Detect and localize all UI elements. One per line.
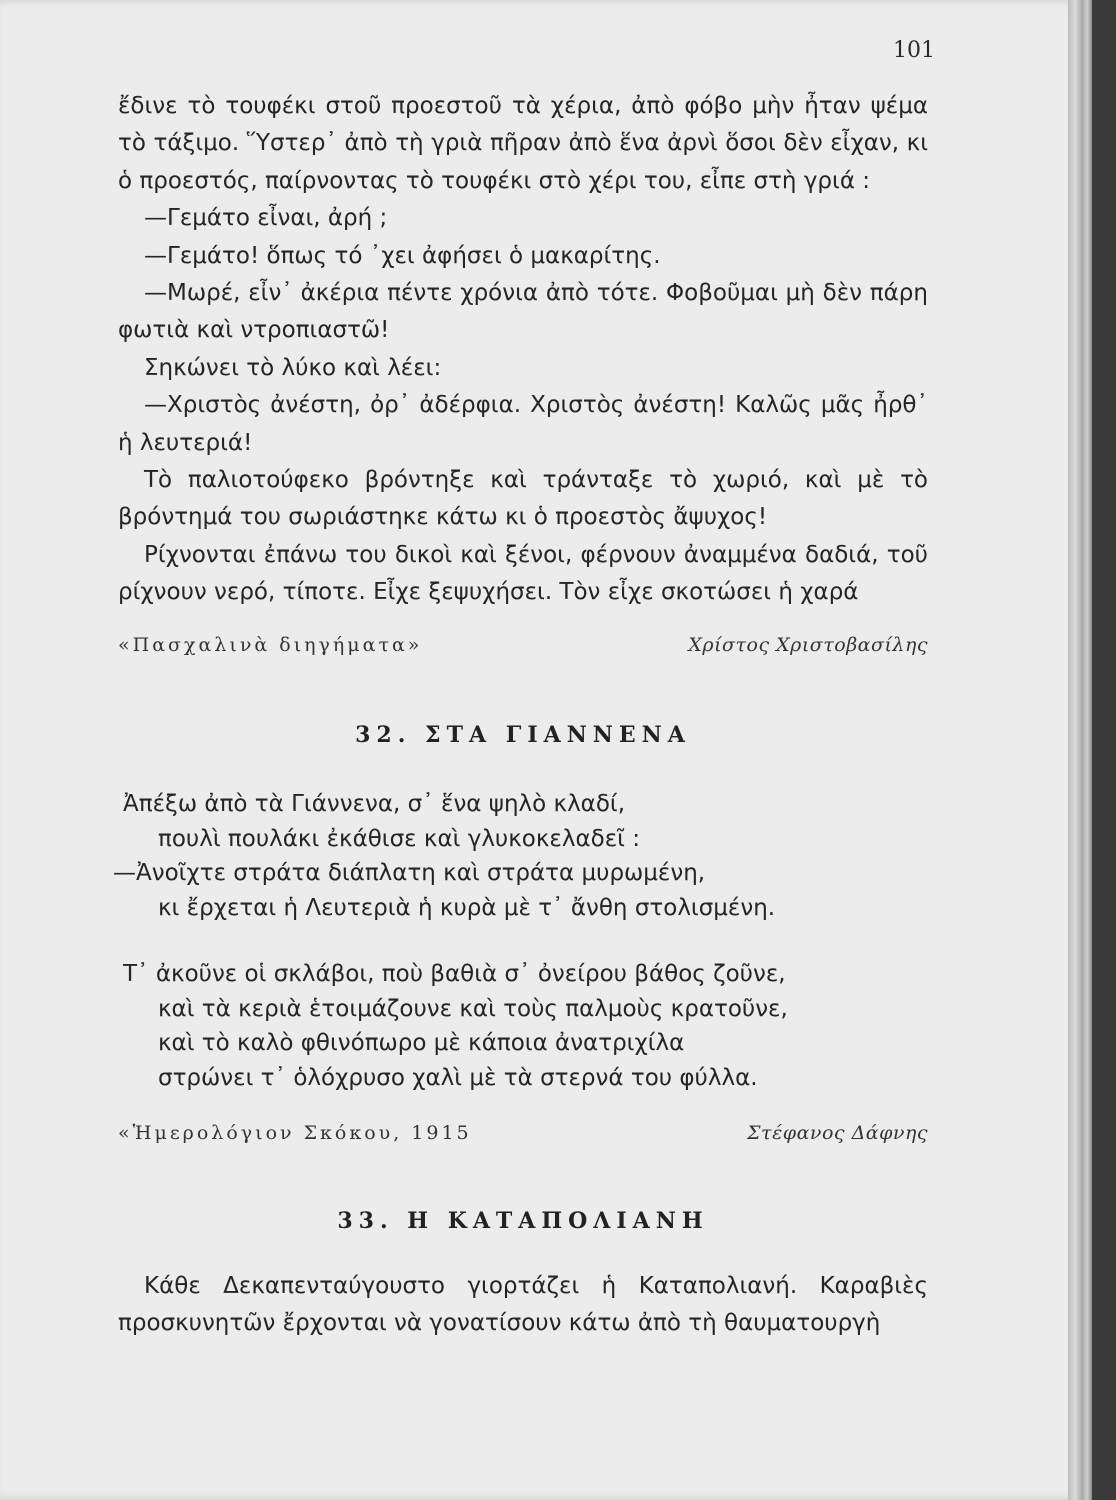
source-title: «Ἡμερολόγιον Σκόκου, 1915 — [118, 1122, 472, 1144]
poem-line: κι ἔρχεται ἡ Λευτεριὰ ἡ κυρὰ μὲ τ᾽ ἄνθη στολισμένη. — [158, 894, 776, 921]
section-33-text — [118, 1268, 928, 1343]
paragraph: Σηκώνει τὸ λύκο καὶ λέει: — [144, 354, 442, 381]
paragraph: Ρίχνονται ἐπάνω του δικοὶ καὶ ξένοι, φέρνουν ἀναμμένα δαδιά, τοῦ ρίχνουν νερό, τίποτε. Εἶχε ξεψυχήσει. Τὸν εἶχε σκοτώσει ἡ χαρά — [118, 541, 928, 606]
poem-stanza-2 — [123, 957, 918, 1095]
section-heading-32: 32. ΣΤΑ ΓΙΑΝΝΕΝΑ — [355, 722, 691, 748]
poem-line: —Ἀνοῖχτε στράτα διάπλατη καὶ στράτα μυρωμένη, — [113, 860, 706, 886]
author-name: Στέφανος Δάφνης — [747, 1122, 928, 1144]
poem-line: στρώνει τ᾽ ὁλόχρυσο χαλὶ μὲ τὰ στερνά του φύλλα. — [158, 1064, 758, 1091]
paragraph: Κάθε Δεκαπενταύγουστο γιορτάζει ἡ Καταπολιανή. Καραβιὲς προσκυνητῶν ἔρχονται νὰ γονατίσουν κάτω ἀπὸ τὴ θαυματουργὴ — [118, 1273, 928, 1337]
source-title: «Πασχαλινὰ διηγήματα» — [118, 634, 423, 656]
page-number: 101 — [893, 38, 935, 63]
paragraph: Τὸ παλιοτούφεκο βρόντηξε καὶ τράνταξε τὸ χωριό, καὶ μὲ τὸ βρόντημά του σωριάστηκε κάτω κι ὁ προεστὸς ἄψυχος! — [118, 467, 928, 531]
dialogue-line: —Μωρέ, εἶν᾽ ἀκέρια πέντε χρόνια ἀπὸ τότε. Φοβοῦμαι μὴ δὲν πάρη φωτιὰ καὶ ντροπιαστῶ! — [118, 280, 928, 344]
dialogue-line: —Χριστὸς ἀνέστη, ὀρ᾽ ἀδέρφια. Χριστὸς ἀνέστη! Καλῶς μᾶς ἦρθ᾽ ἡ λευτεριά! — [118, 392, 928, 456]
story-top-text — [118, 88, 928, 612]
page-edge-stack — [1068, 0, 1092, 1500]
author-name: Χρίστος Χριστοβασίλης — [688, 634, 928, 656]
dialogue-line: —Γεμάτο! ὅπως τό ᾽χει ἀφήσει ὁ μακαρίτης. — [144, 242, 661, 269]
section-heading-33: 33. Η ΚΑΤΑΠΟΛΙΑΝΗ — [337, 1208, 709, 1234]
paragraph: ἔδινε τὸ τουφέκι στοῦ προεστοῦ τὰ χέρια, ἀπὸ φόβο μὴν ἦταν ψέμα τὸ τάξιμο. Ὕστερ᾽ ἀπὸ τὴ γριὰ πῆραν ἀπὸ ἕνα ἀρνὶ ὅσοι δὲν εἶχαν, κι ὁ προεστός, παίρνοντας τὸ τουφέκι στὸ χέρι του, εἶπε στὴ γριά : — [118, 93, 928, 194]
poem-line: καὶ τὸ καλὸ φθινόπωρο μὲ κάποια ἀνατριχίλα — [158, 1030, 685, 1056]
dialogue-line: —Γεμάτο εἶναι, ἀρή ; — [144, 205, 388, 232]
poem-line: Τ᾽ ἀκοῦνε οἱ σκλάβοι, ποὺ βαθιὰ σ᾽ ὀνείρου βάθος ζοῦνε, — [123, 961, 786, 987]
poem-line: Ἀπέξω ἀπὸ τὰ Γιάννενα, σ᾽ ἕνα ψηλὸ κλαδί, — [123, 791, 626, 817]
poem-line: πουλὶ πουλάκι ἐκάθισε καὶ γλυκοκελαδεῖ : — [158, 825, 640, 852]
poem-stanza-1 — [113, 787, 918, 925]
poem-line: καὶ τὰ κεριὰ ἑτοιμάζουνε καὶ τοὺς παλμοὺς κρατοῦνε, — [158, 995, 788, 1022]
